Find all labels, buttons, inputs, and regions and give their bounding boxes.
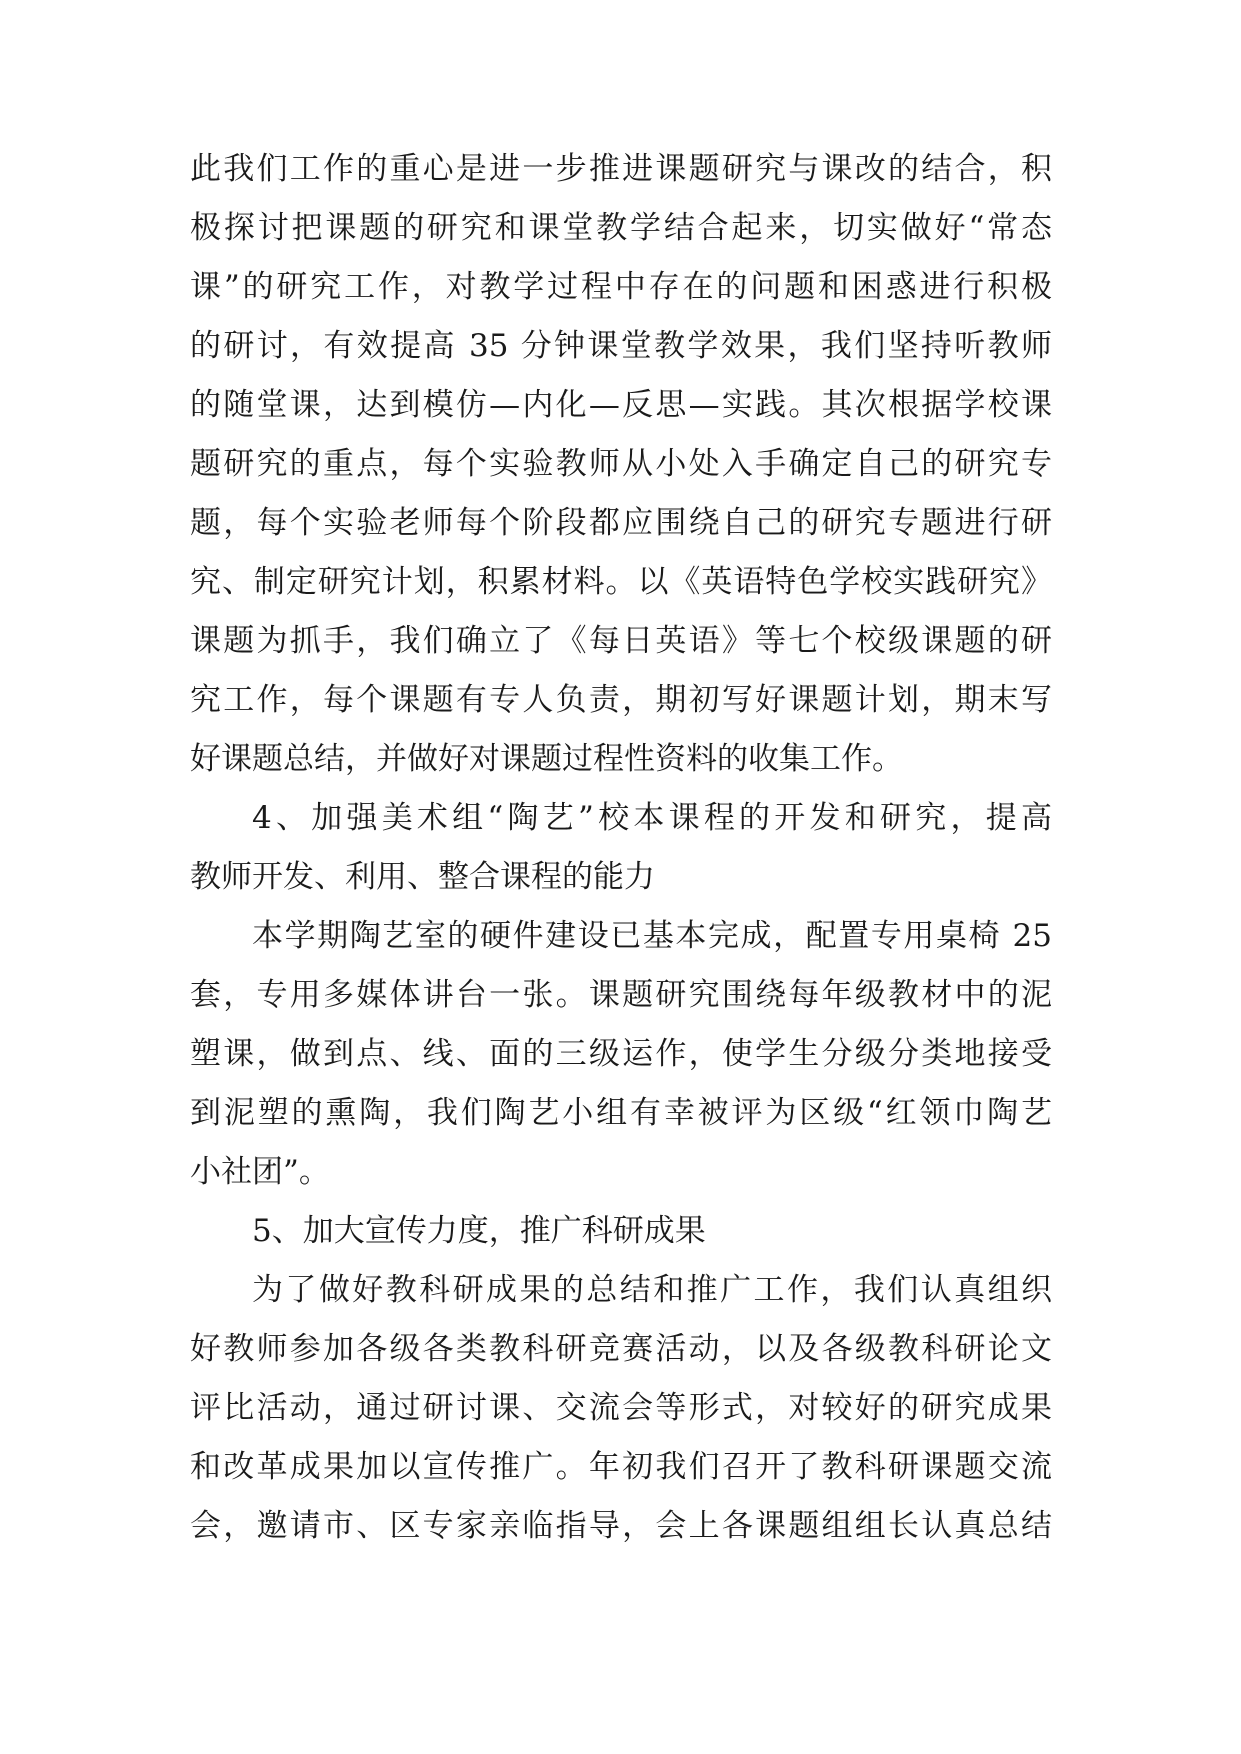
text-line: 的随堂课，达到模仿—内化—反思—实践。其次根据学校课: [190, 387, 1052, 423]
text-line: 题研究的重点，每个实验教师从小处入手确定自己的研究专: [190, 446, 1052, 482]
text-line: 此我们工作的重心是进一步推进课题研究与课改的结合，积: [190, 151, 1052, 187]
text-line: 课”的研究工作，对教学过程中存在的问题和困惑进行积极: [190, 269, 1052, 305]
paragraph: [190, 140, 1052, 789]
paragraph: [190, 789, 1052, 907]
text-line: 5、加大宣传力度，推广科研成果: [252, 1213, 706, 1249]
text-line: 塑课，做到点、线、面的三级运作，使学生分级分类地接受: [190, 1036, 1052, 1072]
text-line: 本学期陶艺室的硬件建设已基本完成，配置专用桌椅 25: [252, 918, 1052, 954]
text-line: 和改革成果加以宣传推广。年初我们召开了教科研课题交流: [190, 1449, 1052, 1485]
text-line: 评比活动，通过研讨课、交流会等形式，对较好的研究成果: [190, 1390, 1052, 1426]
text-line: 的研讨，有效提高 35 分钟课堂教学效果，我们坚持听教师: [190, 328, 1052, 364]
text-line: 好教师参加各级各类教科研竞赛活动，以及各级教科研论文: [190, 1331, 1052, 1367]
text-line: 题，每个实验老师每个阶段都应围绕自己的研究专题进行研: [190, 505, 1052, 541]
document-page: [190, 140, 1052, 1556]
text-line: 教师开发、利用、整合课程的能力: [190, 859, 655, 895]
paragraph: [190, 1261, 1052, 1556]
paragraph: [190, 907, 1052, 1202]
text-line: 小社团”。: [190, 1154, 330, 1190]
text-line: 会，邀请市、区专家亲临指导，会上各课题组组长认真总结: [190, 1508, 1052, 1544]
text-line: 套，专用多媒体讲台一张。课题研究围绕每年级教材中的泥: [190, 977, 1052, 1013]
text-line: 4、加强美术组“陶艺”校本课程的开发和研究，提高: [252, 800, 1052, 836]
text-line: 究、制定研究计划，积累材料。以《英语特色学校实践研究》: [190, 564, 1052, 600]
text-line: 好课题总结，并做好对课题过程性资料的收集工作。: [190, 741, 903, 777]
paragraph: [190, 1202, 1052, 1261]
text-line: 到泥塑的熏陶，我们陶艺小组有幸被评为区级“红领巾陶艺: [190, 1095, 1052, 1131]
text-line: 究工作，每个课题有专人负责，期初写好课题计划，期末写: [190, 682, 1052, 718]
text-line: 极探讨把课题的研究和课堂教学结合起来，切实做好“常态: [190, 210, 1052, 246]
text-line: 课题为抓手，我们确立了《每日英语》等七个校级课题的研: [190, 623, 1052, 659]
text-line: 为了做好教科研成果的总结和推广工作，我们认真组织: [252, 1272, 1052, 1308]
